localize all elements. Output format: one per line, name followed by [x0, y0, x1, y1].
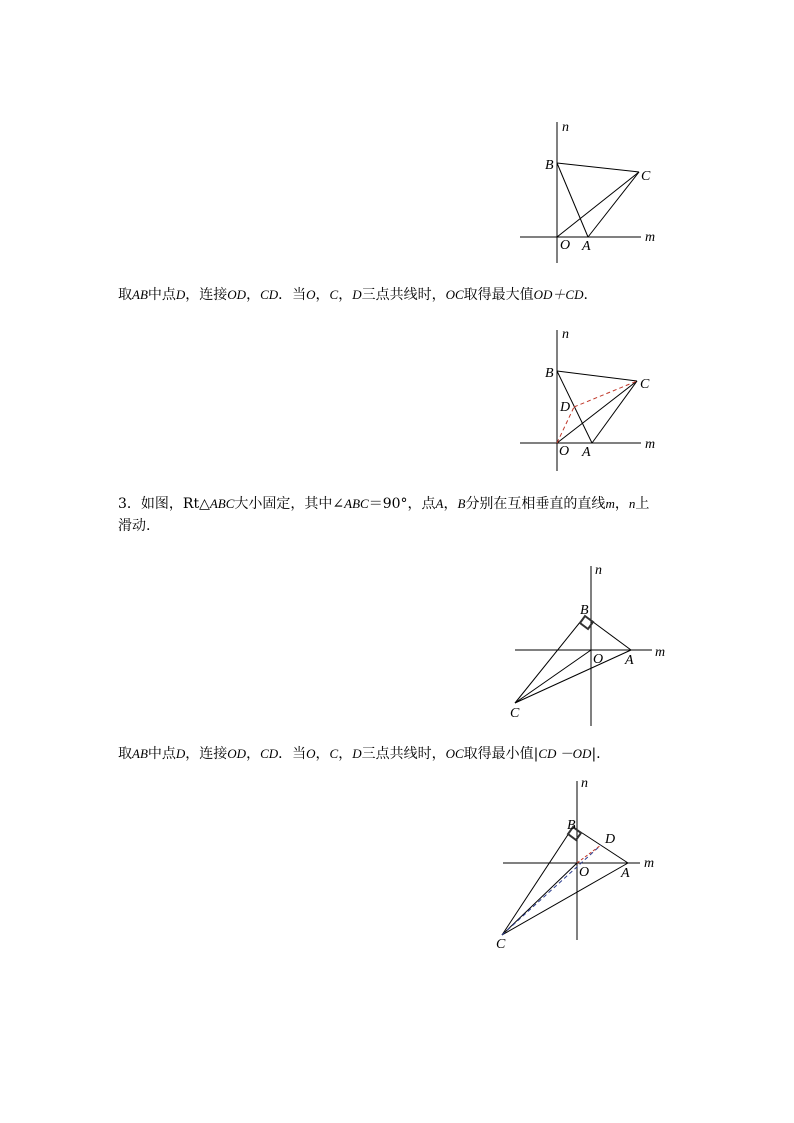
text: ．当	[278, 287, 307, 303]
text: ，	[614, 496, 629, 512]
var-c: C	[329, 287, 339, 302]
label-m: m	[645, 230, 656, 245]
label-o: O	[593, 652, 604, 667]
text: 大小固定，其中∠	[234, 496, 345, 512]
text: 取得最小值|	[463, 746, 539, 762]
text: ，	[338, 746, 353, 762]
text: ，	[338, 287, 353, 303]
var-a: A	[435, 496, 444, 511]
var-oc: OC	[445, 746, 464, 761]
label-m: m	[655, 645, 666, 660]
var-n: n	[628, 496, 636, 511]
text: 三点共线时，	[361, 287, 446, 303]
text: 中点	[147, 746, 176, 762]
label-b: B	[545, 158, 554, 173]
var-d: D	[352, 287, 362, 302]
segment-dc-dashed	[502, 845, 601, 935]
text: 三点共线时，	[361, 746, 446, 762]
var-abc: ABC	[209, 496, 235, 511]
var-od: OD	[227, 746, 247, 761]
text: .	[583, 287, 588, 303]
var-m: m	[605, 496, 615, 511]
text: 上	[635, 496, 650, 512]
label-b: B	[567, 818, 576, 833]
var-c: C	[329, 746, 339, 761]
text: 取得最大值	[463, 287, 534, 303]
var-abc: ABC	[344, 496, 369, 511]
text: 滑动.	[118, 518, 151, 534]
text: ，	[315, 287, 330, 303]
var-oc: OC	[445, 287, 464, 302]
label-o: O	[579, 865, 590, 880]
segment-bc	[502, 827, 573, 935]
text: ，连接	[185, 287, 228, 303]
label-n: n	[595, 563, 602, 578]
var-cd: CD	[260, 287, 279, 302]
text: ，	[246, 746, 261, 762]
label-a: A	[582, 445, 591, 460]
var-b: B	[457, 496, 466, 511]
label-m: m	[644, 856, 655, 871]
var-d: D	[175, 746, 186, 761]
label-b: B	[580, 603, 589, 618]
var-cd: CD	[260, 746, 279, 761]
label-m: m	[645, 437, 656, 452]
text: ．当	[278, 746, 307, 762]
label-c: C	[496, 937, 506, 952]
label-a: A	[582, 239, 591, 254]
segment-ca	[502, 863, 628, 935]
text: 3．如图，Rt△	[118, 496, 210, 512]
label-c: C	[640, 377, 650, 392]
var-ab: AB	[132, 746, 148, 761]
label-d: D	[605, 832, 616, 847]
text: 中点	[147, 287, 176, 303]
var-o: O	[306, 746, 316, 761]
label-b: B	[545, 366, 554, 381]
text: ，	[443, 496, 458, 512]
label-o: O	[559, 444, 570, 459]
text: |.	[591, 746, 601, 762]
var-d: D	[175, 287, 186, 302]
text: ，	[315, 746, 330, 762]
label-o: O	[560, 238, 571, 253]
label-n: n	[562, 120, 569, 135]
text: ＝90°，点	[368, 496, 436, 512]
label-a: A	[621, 866, 630, 881]
label-n: n	[581, 776, 588, 791]
text: 取	[118, 746, 132, 762]
label-c: C	[510, 706, 520, 721]
text: 取	[118, 287, 132, 303]
text: ，	[246, 287, 261, 303]
var-o: O	[306, 287, 316, 302]
var-d: D	[352, 746, 362, 761]
label-a: A	[625, 653, 634, 668]
formula: OD＋CD	[533, 287, 584, 302]
formula: CD －OD	[538, 746, 592, 761]
segment-od-dashed	[577, 845, 601, 863]
var-ab: AB	[132, 287, 148, 302]
label-c: C	[641, 169, 651, 184]
text: ，连接	[185, 746, 228, 762]
label-n: n	[562, 327, 569, 342]
text: 分别在互相垂直的直线	[465, 496, 606, 512]
label-d: D	[560, 400, 571, 415]
var-od: OD	[227, 287, 247, 302]
